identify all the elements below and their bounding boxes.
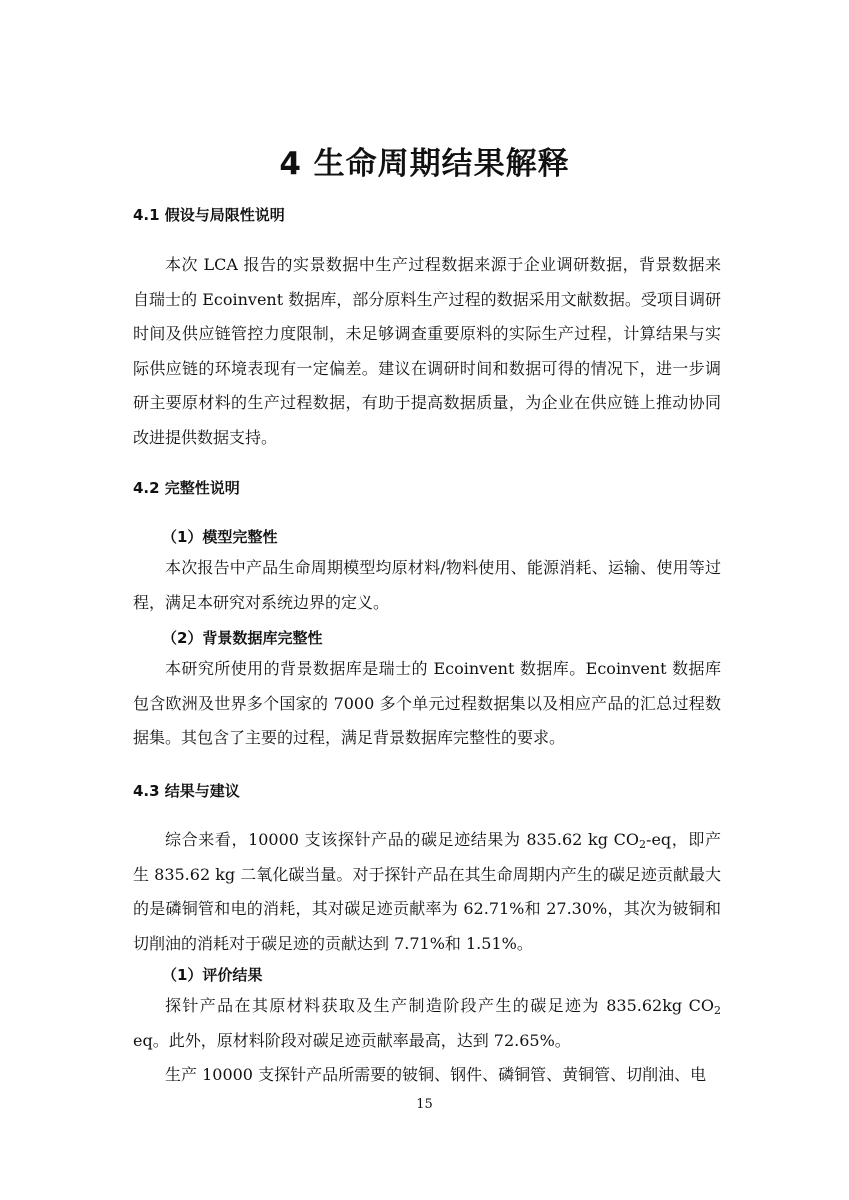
- section-heading-4-2: 4.2 完整性说明: [133, 479, 240, 497]
- subheading-background-db-completeness: （2）背景数据库完整性: [162, 629, 323, 647]
- model-completeness-paragraph: 本次报告中产品生命周期模型均原材料/物料使用、能源消耗、运输、使用等过程，满足本研究对系统边界的定义。: [133, 558, 721, 612]
- chapter-title: 4 生命周期结果解释: [279, 146, 570, 182]
- evaluation-results-paragraph: 探针产品在其原材料获取及生产制造阶段产生的碳足迹为 835.62kg $CO_2$ eq。此外，原材料阶段对碳足迹贡献率最高，达到 72.65%。: [133, 996, 721, 1050]
- section-heading-4-1: 4.1 假设与局限性说明: [133, 206, 285, 224]
- background-db-paragraph: 本研究所使用的背景数据库是瑞士的 Ecoinvent 数据库。Ecoinvent 数据库包含欧洲及世界多个国家的 7000 多个单元过程数据集以及相应产品的汇总过程数据集。其包含了主要的过程，满足背景数据库完整性的要求。: [133, 659, 721, 748]
- production-paragraph: 生产 10000 支探针产品所需要的铍铜、钢件、磷铜管、黄铜管、切削油、电: [165, 1065, 707, 1084]
- page-number: 15: [416, 1097, 433, 1112]
- subheading-model-completeness: （1）模型完整性: [162, 528, 278, 546]
- subheading-evaluation-results: （1）评价结果: [162, 966, 263, 984]
- section-heading-4-3: 4.3 结果与建议: [133, 782, 240, 800]
- results-summary-paragraph: 综合来看，10000 支该探针产品的碳足迹结果为 835.62 kg $CO_2-eq$，即产生 835.62 kg 二氧化碳当量。对于探针产品在其生命周期内产生的碳足迹贡献最大的是磷铜管和电的消耗，其对碳足迹贡献率为 62.71%和 27.30%，其次为铍铜和切削油的消耗对于碳足迹的贡献达到 7.71%和 1.51%。: [133, 830, 721, 953]
- section-4-1-paragraph: 本次 LCA 报告的实景数据中生产过程数据来源于企业调研数据，背景数据来自瑞士的 Ecoinvent 数据库，部分原料生产过程的数据采用文献数据。受项目调研时间及供应链管控力度限制，未足够调查重要原料的实际生产过程，计算结果与实际供应链的环境表现有一定偏差。建议在调研时间和数据可得的情况下，进一步调研主要原材料的生产过程数据，有助于提高数据质量，为企业在供应链上推动协同改进提供数据支持。: [133, 255, 721, 447]
